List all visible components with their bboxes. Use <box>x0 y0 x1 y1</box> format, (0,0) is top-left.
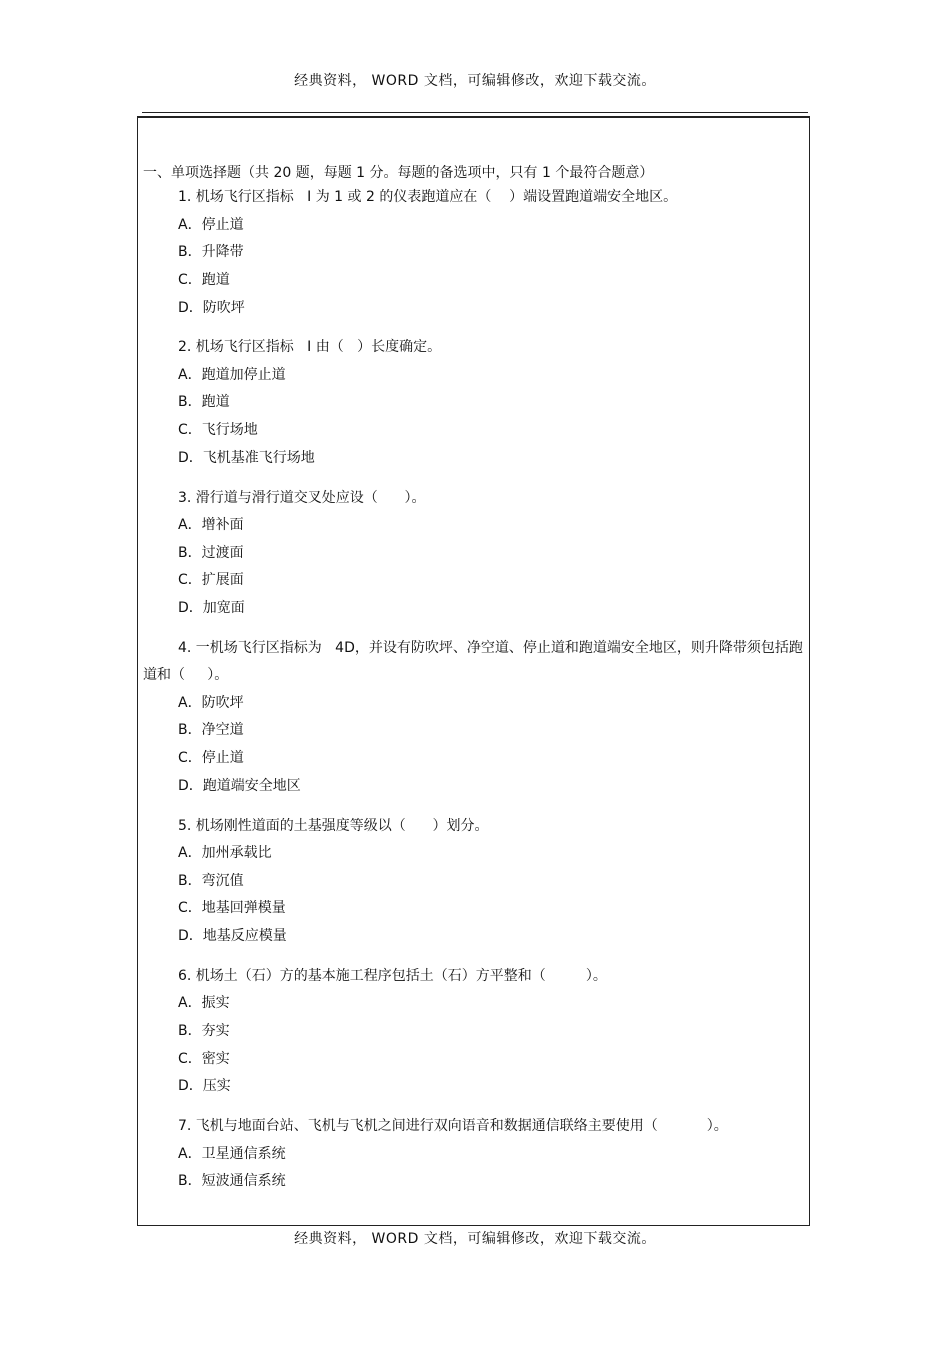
option-b: B．夯实 <box>178 1022 230 1039</box>
option-c: C．停止道 <box>178 750 244 767</box>
question-stem: 5. 机场刚性道面的土基强度等级以（ ）划分。 <box>178 817 489 834</box>
option-c: C．飞行场地 <box>178 422 258 439</box>
option-a: A．停止道 <box>178 216 244 233</box>
question-4 <box>143 635 805 801</box>
option-a: A．跑道加停止道 <box>178 366 286 383</box>
question-5 <box>143 813 805 951</box>
option-a: A．加州承载比 <box>178 845 272 861</box>
option-a: A．振实 <box>178 995 230 1012</box>
option-a: A．增补面 <box>178 517 244 533</box>
option-c: C．密实 <box>178 1050 230 1067</box>
question-stem: 4. 一机场飞行区指标为 4D，并设有防吹坪、净空道、停止道和跑道端安全地区，则升降带须包括跑道和（ ）。 <box>143 639 803 684</box>
question-7 <box>143 1113 805 1196</box>
question-stem: 3. 滑行道与滑行道交叉处应设（ ）。 <box>178 489 426 506</box>
option-b: B．弯沉值 <box>178 872 244 889</box>
option-b: B．短波通信系统 <box>178 1173 286 1190</box>
option-c: C．跑道 <box>178 271 230 288</box>
option-d: D．跑道端安全地区 <box>178 777 301 794</box>
page-header: 经典资料， WORD 文档，可编辑修改，欢迎下载交流。 <box>294 73 656 89</box>
question-list <box>143 162 805 1196</box>
option-d: D．飞机基准飞行场地 <box>178 449 315 466</box>
option-b: B．升降带 <box>178 244 244 261</box>
option-b: B．净空道 <box>178 722 244 739</box>
question-stem: 1. 机场飞行区指标 I 为 1 或 2 的仪表跑道应在（ ）端设置跑道端安全地区。 <box>178 189 678 205</box>
question-3 <box>143 485 805 623</box>
question-stem: 6. 机场土（石）方的基本施工程序包括土（石）方平整和（ ）。 <box>178 967 607 984</box>
question-stem: 7. 飞机与地面台站、飞机与飞机之间进行双向语音和数据通信联络主要使用（ ）。 <box>178 1118 728 1134</box>
header-divider <box>142 112 808 113</box>
option-d: D．地基反应模量 <box>178 928 287 945</box>
option-c: C．扩展面 <box>178 572 244 589</box>
question-2 <box>143 334 805 472</box>
page-footer: 经典资料， WORD 文档，可编辑修改，欢迎下载交流。 <box>294 1231 656 1247</box>
option-d: D．加宽面 <box>178 600 245 617</box>
option-a: A．卫星通信系统 <box>178 1145 286 1162</box>
question-stem: 2. 机场飞行区指标 I 由（ ）长度确定。 <box>178 339 442 356</box>
option-d: D．防吹坪 <box>178 299 245 316</box>
option-b: B．过渡面 <box>178 544 244 561</box>
question-6 <box>143 963 805 1101</box>
option-d: D．压实 <box>178 1078 231 1095</box>
option-a: A．防吹坪 <box>178 694 244 711</box>
question-1 <box>143 184 805 322</box>
option-b: B．跑道 <box>178 394 230 411</box>
section-title: 一、单项选择题（共 20 题，每题 1 分。每题的备选项中，只有 1 个最符合题意） <box>143 165 654 181</box>
option-c: C．地基回弹模量 <box>178 900 286 917</box>
